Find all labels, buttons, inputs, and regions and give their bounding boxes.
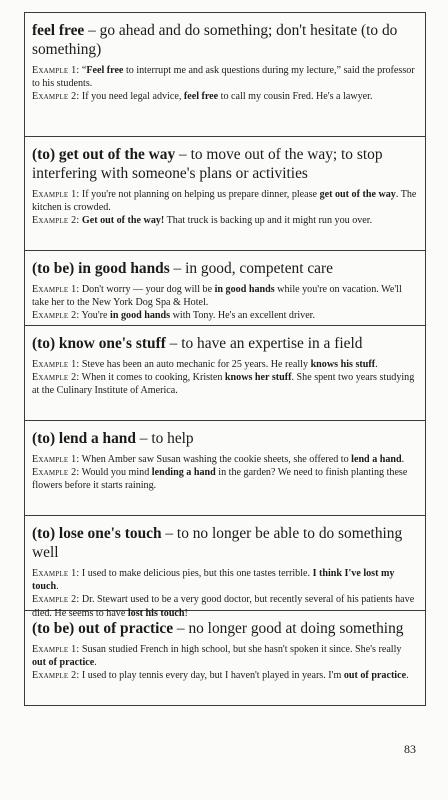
example-idiom: out of practice [32,657,95,669]
example-idiom: get out of the way [319,189,396,200]
example-text: I used to make delicious pies, but this one tastes terrible. [81,568,313,579]
example-idiom: lending a hand [151,467,216,479]
example [32,309,417,322]
idiom-entry [24,250,426,325]
example-text: . [406,670,409,682]
example [32,567,417,593]
example-idiom: out of practice [343,670,407,682]
idiom-heading: (to be) in good hands – in good, competent care [32,260,333,277]
example-text: When Amber saw Susan washing the cookie sheets, she offered to [81,454,352,465]
example-label: Example 1: [32,359,80,370]
idiom-heading: feel free – go ahead and do something; don't hesitate (to do something) [32,22,398,58]
example-idiom: I think I've [312,568,364,579]
idiom-term: (to) lend a hand [32,430,136,447]
example-text: . [401,454,405,465]
idiom-heading: (to) get out of the way – to move out of the way; to stop interfering with someone's plans or activities [32,146,383,182]
example-idiom: lost my touch [32,568,395,593]
example-idiom: in good hands [214,284,275,295]
example-idiom: Feel free [86,65,124,76]
example-text: to call my cousin Fred. He's a lawyer. [218,91,373,103]
example-text: If you're not planning on helping us prepare dinner, please [81,189,320,200]
example [32,188,417,214]
idiom-entry [24,12,426,136]
example-label: Example 2: [32,91,80,103]
example-text: . She spent two years studying at the Culinary Institute of America. [32,372,415,397]
example-idiom: lost his touch [127,607,185,619]
idiom-entry [24,607,426,706]
example-text: . The kitchen is crowded. [32,189,417,214]
example-text: Susan studied French in high school, but she hasn't spoken it since. She's really [81,644,402,655]
page-number: 83 [404,742,416,756]
idiom-list [24,12,426,706]
idiom-definition: to move out of the way; to stop interfering with someone's plans or activities [32,146,383,182]
idiom-entry [24,136,426,250]
example-text: ! [184,607,188,619]
example-text: . [56,581,59,593]
example-label: Example 1: [32,454,80,465]
example-label: Example 1: [32,284,80,295]
example-text: You're [81,310,111,322]
example [32,453,417,466]
example [32,90,417,103]
idiom-term: (to be) in good hands [32,260,170,277]
example [32,669,417,682]
idiom-definition: to have an expertise in a field [181,335,363,352]
idiom-term: feel free [32,22,85,39]
example-label: Example 2: [32,310,80,322]
idiom-term: (to) lose one's touch [32,525,162,542]
example [32,214,417,227]
example [32,371,417,397]
example-idiom: knows her stuff [224,372,292,384]
example [32,283,417,309]
example-label: Example 2: [32,594,80,606]
example-text: Dr. Stewart used to be a very good doctor, but recently several of his patients have died. He seems to have [32,594,415,619]
example-text: . [375,359,378,370]
idiom-definition: to no longer be able to do something well [32,525,403,561]
example-text: When it comes to cooking, Kristen [81,372,225,384]
example-text: Steve has been an auto mechanic for 25 years. He really [81,359,311,370]
example-text: with Tony. He's an excellent driver. [170,310,316,322]
example-label: Example 1: [32,644,80,655]
idiom-definition: no longer good at doing something [188,620,404,637]
example-text: to interrupt me and ask questions during my lecture,” said the professor to his students. [32,65,415,90]
example-text: Would you mind [81,467,152,479]
idiom-definition: go ahead and do something; don't hesitate (to do something) [32,22,398,58]
example [32,358,417,371]
example-text: “ [81,65,87,76]
idiom-term: (to be) out of practice [32,620,174,637]
example-label: Example 1: [32,189,80,200]
example-text: . [94,657,97,669]
idiom-entry [24,420,426,515]
example [32,64,417,90]
example [32,643,417,669]
example-text: while you're on vacation. We'll take her to the New York Dog Spa & Hotel. [32,284,402,309]
example-idiom: in good hands [110,310,171,322]
example-text: That truck is backing up and it might run you over. [164,215,373,227]
idiom-entry [24,325,426,420]
example-label: Example 1: [32,568,80,579]
idiom-heading: (to) know one's stuff – to have an expertise in a field [32,335,363,352]
idiom-definition: in good, competent care [185,260,333,277]
example-text: in the garden? We need to finish planting these flowers before it starts raining. [32,467,408,492]
example [32,466,417,492]
example-label: Example 1: [32,65,80,76]
idiom-term: (to) know one's stuff [32,335,166,352]
example-text: Don't worry — your dog will be [81,284,215,295]
example-idiom: knows his stuff [310,359,376,370]
idiom-term: (to) get out of the way [32,146,176,163]
idiom-heading: (to) lend a hand – to help [32,430,194,447]
idiom-definition: to help [151,430,194,447]
example-label: Example 2: [32,215,80,227]
idiom-heading: (to be) out of practice – no longer good at doing something [32,620,404,637]
example-label: Example 2: [32,467,80,479]
example-label: Example 2: [32,670,80,682]
example-idiom: lend a hand [351,454,402,465]
example-text: If you need legal advice, [81,91,184,103]
example-text: I used to play tennis every day, but I haven't played in years. I'm [81,670,344,682]
example-idiom: Get out of the way! [81,215,165,227]
idiom-entry [24,515,426,619]
idiom-heading: (to) lose one's touch – to no longer be able to do something well [32,525,403,561]
example-idiom: feel free [183,91,219,103]
example-label: Example 2: [32,372,80,384]
